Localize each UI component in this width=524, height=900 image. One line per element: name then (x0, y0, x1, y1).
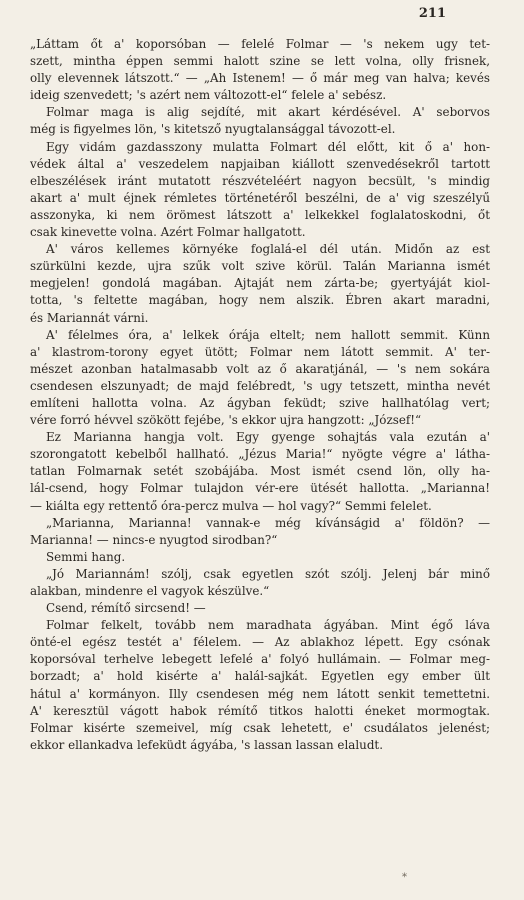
text-line: A' város kellemes környéke foglalá-el dél után. Midőn az est (46, 242, 490, 257)
text-line: koporsóval terhelve lebegett lefelé a' folyó hullámain. — Folmar meg- (30, 652, 490, 667)
text-line: akart a' mult éjnek rémletes történetéről beszélni, de a' vig szeszélyű (30, 190, 490, 205)
text-line: Folmar felkelt, tovább nem maradhata ágyában. Mint égő láva (46, 618, 490, 633)
text-line: Folmar kisérte szemeivel, míg csak lehetett, e' csudálatos jelenést; (30, 720, 490, 735)
text-line: a' klastrom-torony egyet ütött; Folmar nem látott semmit. A' ter- (30, 344, 490, 359)
text-line: ideig szenvedett; 's azért nem változott-el“ felele a' sebész. (30, 88, 387, 103)
paragraph (30, 617, 490, 754)
text-line: lál-csend, hogy Folmar tulajdon vér-ere ütését hallotta. „Marianna! (30, 481, 490, 496)
text-line: A' keresztül vágott habok rémítő titkos halotti éneket mormogtak. (30, 703, 490, 718)
text-line: és Mariannát várni. (30, 310, 149, 325)
text-line: asszonyka, ki nem örömest látszott a' lelkekkel foglalatoskodni, őt (30, 207, 490, 222)
text-line: szorongatott kebelből hallható. „Jézus Maria!“ nyögte végre a' látha- (30, 447, 490, 462)
text-line: elbeszélések iránt mutatott részvételéért nagyon becsült, 's mindig (30, 173, 490, 188)
paragraph (30, 600, 490, 617)
text-line: vére forró hévvel szökött fejébe, 's ekkor ujra hangzott: „József!“ (30, 413, 422, 428)
paragraph (30, 566, 490, 600)
text-line: még is figyelmes lön, 's kitetsző nyugtalansággal távozott-el. (30, 122, 396, 137)
page-number: 211 (418, 6, 446, 21)
text-line: olly elevennek látszott.“ — „Ah Istenem! — ő már meg van halva; kevés (30, 71, 490, 86)
text-line: önté-el egész testét a' félelem. — Az ablakhoz lépett. Egy csónak (30, 635, 490, 650)
paragraph (30, 327, 490, 430)
text-line: szürkülni kezde, ujra szűk volt szive körül. Talán Marianna ismét (30, 259, 490, 274)
text-line: alakban, mindenre el vagyok készülve.“ (30, 584, 270, 598)
text-line: tatlan Folmarnak setét szobájába. Most ismét csend lön, olly ha- (30, 464, 490, 479)
paragraph (30, 36, 490, 104)
printer-mark: * (402, 872, 407, 883)
text-line: — kiálta egy rettentő óra-percz mulva — hol vagy?“ Semmi felelet. (30, 498, 432, 513)
text-line: szett, mintha éppen semmi halott szine se lett volna, olly frisnek, (30, 54, 490, 69)
text-line: megjelen! gondolá magában. Ajtaját nem zárta-be; gyertyáját kiol- (30, 276, 490, 291)
text-line: Egy vidám gazdasszony mulatta Folmart dél előtt, kit ő a' hon- (46, 139, 490, 154)
paragraph (30, 139, 490, 242)
text-line: „Jó Mariannám! szólj, csak egyetlen szót szólj. Jelenj bár minő (46, 566, 490, 581)
text-line: borzadt; a' hold kisérte a' halál-sajkát. Egyetlen egy ember ült (30, 669, 490, 684)
body-text (30, 36, 490, 754)
paragraph (30, 515, 490, 549)
text-line: A' félelmes óra, a' lelkek órája eltelt; nem hallott semmit. Künn (46, 327, 490, 342)
text-line: „Láttam őt a' koporsóban — felelé Folmar — 's nekem ugy tet- (30, 37, 490, 51)
text-line: csak kinevette volna. Azért Folmar hallgatott. (30, 225, 306, 240)
text-line: hátul a' kormányon. Illy csendesen még nem látott senkit temettetni. (30, 686, 490, 701)
text-line: Ez Marianna hangja volt. Egy gyenge sohajtás vala ezután a' (46, 430, 490, 445)
text-line: ekkor ellankadva lefeküdt ágyába, 's lassan lassan elaludt. (30, 737, 383, 752)
text-line: említeni hallotta volna. Az ágyban feküdt; szive hallhatólag vert; (30, 395, 490, 410)
paragraph (30, 104, 490, 138)
paragraph (30, 241, 490, 326)
text-line: Folmar maga is alig sejdíté, mit akart kérdésével. A' seborvos (46, 105, 490, 120)
text-line: Marianna! — nincs-e nyugtod sirodban?“ (30, 532, 278, 547)
text-line: Csend, rémítő sircsend! — (46, 601, 206, 616)
paragraph (30, 429, 490, 514)
text-line: totta, 's feltette magában, hogy nem alszik. Ébren akart maradni, (30, 293, 490, 308)
text-line: védek által a' veszedelem napjaiban kiállott szenvedésekről tartott (30, 156, 490, 171)
text-line: Semmi hang. (46, 549, 126, 564)
text-line: mészet azonban hatalmasabb volt az ő akaratjánál, — 's nem sokára (30, 361, 490, 376)
text-line: csendesen elszunyadt; de majd felébredt, 's ugy tetszett, mintha nevét (30, 378, 490, 393)
text-line: „Marianna, Marianna! vannak-e még kívánságid a' földön? — (46, 515, 490, 530)
paragraph (30, 549, 490, 566)
